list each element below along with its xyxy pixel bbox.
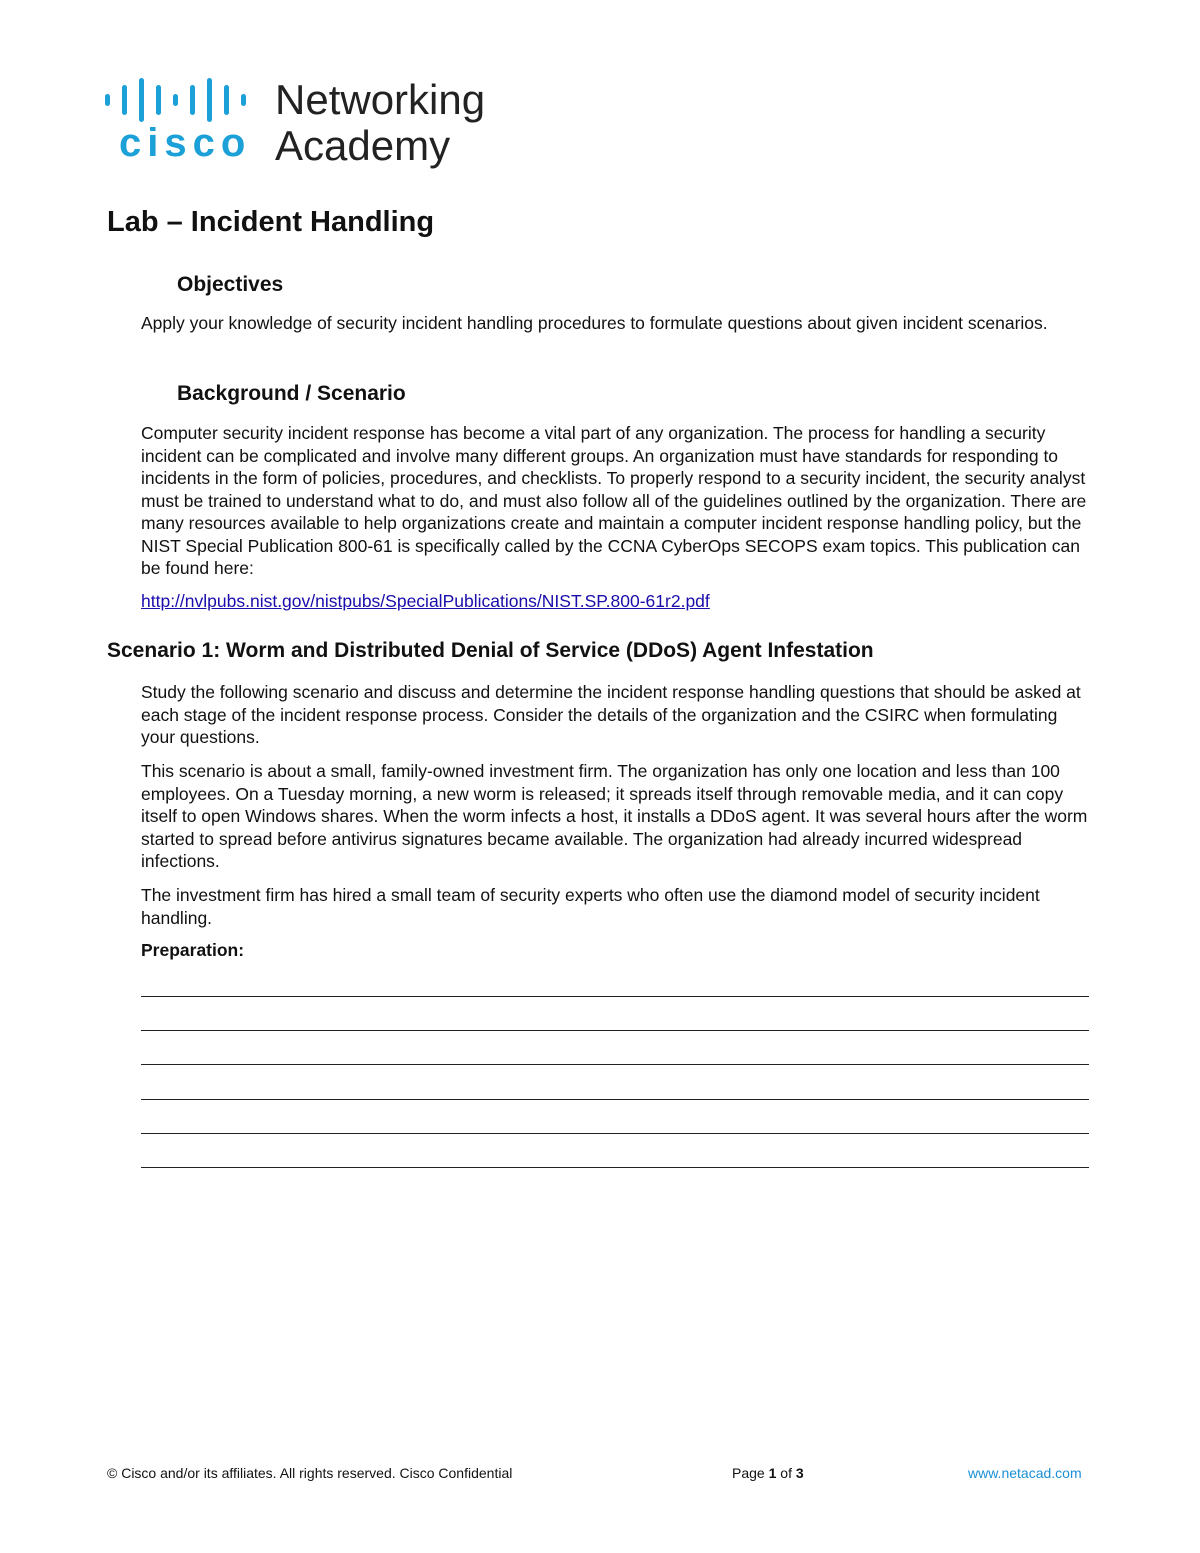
logo-academy: Academy [275, 122, 451, 169]
page-label: Page [732, 1465, 765, 1481]
preparation-label: Preparation: [141, 940, 245, 960]
answer-line-2[interactable] [141, 1030, 1089, 1031]
answer-line-1[interactable] [141, 996, 1089, 997]
nist-publication-link[interactable]: http://nvlpubs.nist.gov/nistpubs/SpecialPublications/NIST.SP.800-61r2.pdf [141, 591, 710, 611]
background-text: Computer security incident response has become a vital part of any organization. The process for handling a security incident can be complicated and involve many different groups. An organization must have standards for responding to incidents in the form of policies, procedures, and checklists. To properly respond to a security incident, the security analyst must be trained to understand what to do, and must also follow all of the guidelines outlined by the organization. There are many resources available to help organizations create and maintain a computer incident response handling policy, but the NIST Special Publication 800-61 is specifically called by the CCNA CyberOps SECOPS exam topics. This publication can be found here: [141, 423, 1087, 578]
page-of: of [780, 1465, 792, 1481]
cisco-bars-icon [105, 78, 246, 122]
answer-line-5[interactable] [141, 1133, 1089, 1134]
answer-line-4[interactable] [141, 1099, 1089, 1100]
scenario1-paragraph-1: Study the following scenario and discuss and determine the incident response handling questions that should be asked at each stage of the incident response process. Consider the details of the organization and the CSIRC when formulating your questions. [141, 682, 1081, 747]
lab-title: Lab – Incident Handling [107, 206, 435, 238]
scenario1-paragraph-2: This scenario is about a small, family-owned investment firm. The organization has only one location and less than 100 employees. On a Tuesday morning, a new worm is released; it spreads itself through removable media, and it can copy itself to open Windows shares. When the worm infects a host, it installs a DDoS agent. It was several hours after the worm started to spread before antivirus signatures became available. The organization had already incurred widespread infections. [141, 761, 1088, 871]
cisco-networking-academy-logo [105, 78, 505, 173]
objectives-text: Apply your knowledge of security incident handling procedures to formulate questions about given incident scenarios. [141, 313, 1048, 333]
answer-line-6[interactable] [141, 1167, 1089, 1168]
page-total: 3 [795, 1465, 804, 1481]
footer-page-number [732, 1465, 804, 1481]
background-heading: Background / Scenario [177, 382, 406, 405]
footer-website-link[interactable]: www.netacad.com [968, 1465, 1082, 1481]
page-current: 1 [768, 1465, 777, 1481]
footer-copyright: © Cisco and/or its affiliates. All rights reserved. Cisco Confidential [107, 1465, 513, 1481]
answer-line-3[interactable] [141, 1064, 1089, 1065]
cisco-wordmark: cisco [119, 121, 252, 165]
scenario1-heading: Scenario 1: Worm and Distributed Denial of Service (DDoS) Agent Infestation [107, 639, 874, 662]
logo-networking: Networking [275, 78, 486, 123]
scenario1-paragraph-3: The investment firm has hired a small team of security experts who often use the diamond model of security incident handling. [141, 885, 1040, 928]
objectives-heading: Objectives [177, 273, 284, 296]
